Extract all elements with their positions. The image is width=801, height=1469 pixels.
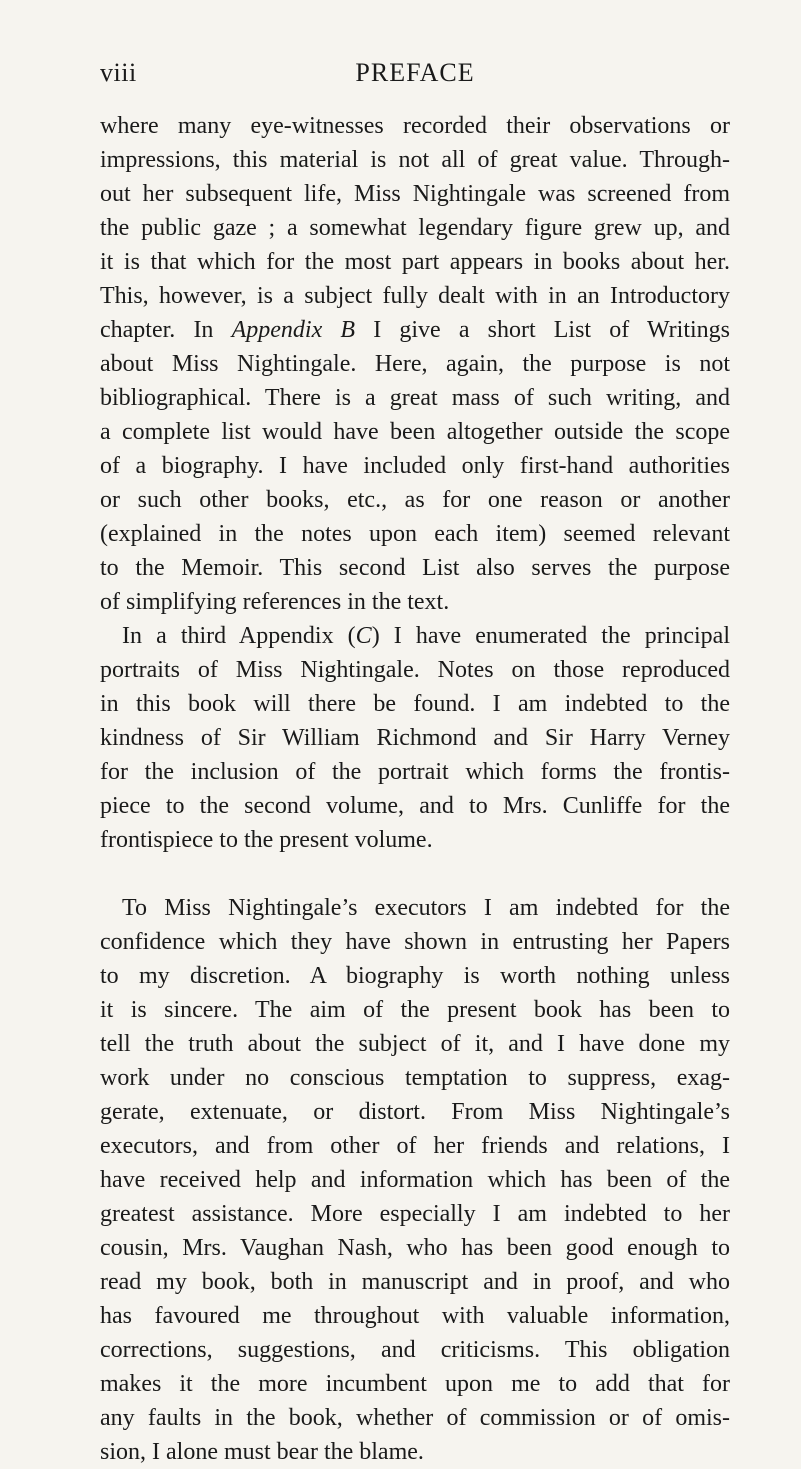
text-line: out her subsequent life, Miss Nightingale was screened from: [100, 181, 730, 207]
text-line: piece to the second volume, and to Mrs. Cunliffe for the: [100, 793, 730, 819]
text-line: chapter. In Appendix B I give a short List of Writings: [100, 317, 730, 343]
text-line: bibliographical. There is a great mass of such writing, and: [100, 385, 730, 411]
appendix-reference: Appendix B: [231, 317, 356, 343]
appendix-reference: C: [355, 623, 372, 649]
text-line: confidence which they have shown in entrusting her Papers: [100, 929, 730, 955]
text-line: to my discretion. A biography is worth nothing unless: [100, 963, 730, 989]
text-line: of simplifying references in the text.: [100, 589, 450, 615]
text-line: has favoured me throughout with valuable information,: [100, 1303, 730, 1329]
page-number: viii: [100, 58, 137, 87]
text-line: to the Memoir. This second List also serves the purpose: [100, 555, 730, 581]
text-line: portraits of Miss Nightingale. Notes on those reproduced: [100, 657, 730, 683]
text-line: impressions, this material is not all of great value. Through-: [100, 147, 730, 173]
text-line: work under no conscious temptation to suppress, exag-: [100, 1065, 730, 1091]
text-line: it is that which for the most part appears in books about her.: [100, 249, 730, 275]
text-line: tell the truth about the subject of it, and I have done my: [100, 1031, 730, 1057]
text-line: in this book will there be found. I am indebted to the: [100, 691, 730, 717]
paragraph-3: [100, 891, 730, 1469]
text-line: This, however, is a subject fully dealt with in an Introductory: [100, 283, 730, 309]
text-line: have received help and information which has been of the: [100, 1167, 730, 1193]
text-line: executors, and from other of her friends and relations, I: [100, 1133, 730, 1159]
paragraph-2: [100, 619, 730, 857]
text-line: greatest assistance. More especially I am indebted to her: [100, 1201, 730, 1227]
text-line: the public gaze ; a somewhat legendary figure grew up, and: [100, 215, 730, 241]
text-line: makes it the more incumbent upon me to add that for: [100, 1371, 730, 1397]
text-line: for the inclusion of the portrait which forms the frontis-: [100, 759, 730, 785]
paragraph-1: [100, 109, 730, 619]
body-text: [100, 109, 730, 1469]
running-title: PREFACE: [355, 58, 475, 87]
text-line: it is sincere. The aim of the present book has been to: [100, 997, 730, 1023]
text-line: corrections, suggestions, and criticisms. This obligation: [100, 1337, 730, 1363]
text-line: cousin, Mrs. Vaughan Nash, who has been good enough to: [100, 1235, 730, 1261]
text-line: frontispiece to the present volume.: [100, 827, 433, 853]
text-line: kindness of Sir William Richmond and Sir Harry Verney: [100, 725, 730, 751]
paragraph-spacer: [100, 857, 730, 891]
text-line: a complete list would have been altogether outside the scope: [100, 419, 730, 445]
text-line: gerate, extenuate, or distort. From Miss Nightingale’s: [100, 1099, 730, 1125]
text-line: where many eye-witnesses recorded their observations or: [100, 113, 730, 139]
text-line: read my book, both in manuscript and in proof, and who: [100, 1269, 730, 1295]
text-line: sion, I alone must bear the blame.: [100, 1439, 424, 1465]
running-head: [100, 58, 730, 92]
text-line: or such other books, etc., as for one reason or another: [100, 487, 730, 513]
text-line: (explained in the notes upon each item) seemed relevant: [100, 521, 730, 547]
text-line: of a biography. I have included only first-hand authorities: [100, 453, 730, 479]
text-line: To Miss Nightingale’s executors I am indebted for the: [122, 895, 730, 921]
text-line: about Miss Nightingale. Here, again, the purpose is not: [100, 351, 730, 377]
text-line: In a third Appendix (C) I have enumerated the principal: [122, 623, 730, 649]
text-line: any faults in the book, whether of commission or of omis-: [100, 1405, 730, 1431]
